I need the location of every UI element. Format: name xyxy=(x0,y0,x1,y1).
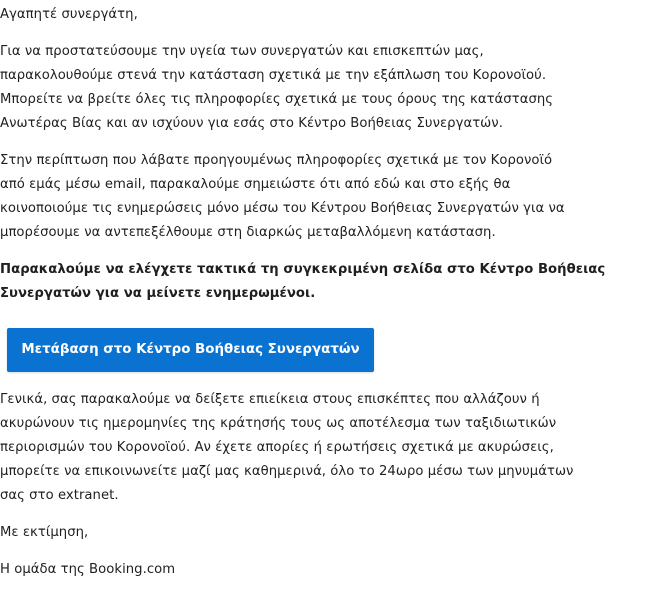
paragraph-line: από εμάς μέσω email, παρακαλούμε σημειώστε ότι από εδώ και στο εξής θα xyxy=(0,177,511,192)
paragraph-email-updates xyxy=(0,149,648,245)
paragraph-covid-info xyxy=(0,40,648,136)
paragraph-line: Για να προστατεύσουμε την υγεία των συνεργατών και επισκεπτών μας, xyxy=(0,44,484,59)
greeting: Αγαπητέ συνεργάτη, xyxy=(0,7,138,22)
paragraph-line: σας στο extranet. xyxy=(0,488,119,503)
paragraph-flexibility xyxy=(0,388,648,508)
cta-container xyxy=(7,328,648,372)
paragraph-line: Γενικά, σας παρακαλούμε να δείξετε επιείκεια στους επισκέπτες που αλλάζουν ή xyxy=(0,392,540,407)
paragraph-line: μπορέσουμε να αντεπεξέλθουμε στη διαρκώς μεταβαλλόμενη κατάσταση. xyxy=(0,225,496,240)
paragraph-line: μπορείτε να επικοινωνείτε μαζί μας καθημερινά, όλο το 24ωρο μέσω των μηνυμάτων xyxy=(0,464,574,479)
partner-help-center-button[interactable]: Μετάβαση στο Κέντρο Βοήθειας Συνεργατών xyxy=(7,328,374,372)
paragraph-line: Ανωτέρας Βίας και αν ισχύουν για εσάς στο Κέντρο Βοήθειας Συνεργατών. xyxy=(0,116,503,131)
signoff: Με εκτίμηση, xyxy=(0,525,89,540)
paragraph-line: Μπορείτε να βρείτε όλες τις πληροφορίες σχετικά με τους όρους της κατάστασης xyxy=(0,92,554,107)
paragraph-line: παρακολουθούμε στενά την κατάσταση σχετικά με την εξάπλωση του Κορονοϊού. xyxy=(0,68,547,83)
paragraph-line: Συνεργατών για να μείνετε ενημερωμένοι. xyxy=(0,286,316,301)
paragraph-line: ακυρώνουν τις ημερομηνίες της κράτησής τους ως αποτέλεσμα των ταξιδιωτικών xyxy=(0,416,557,431)
paragraph-line: περιορισμών του Κορονοϊού. Αν έχετε απορίες ή ερωτήσεις σχετικά με ακυρώσεις, xyxy=(0,440,554,455)
signature: Η ομάδα της Booking.com xyxy=(0,562,176,577)
paragraph-line: Παρακαλούμε να ελέγχετε τακτικά τη συγκεκριμένη σελίδα στο Κέντρο Βοήθειας xyxy=(0,262,606,277)
paragraph-line: Στην περίπτωση που λάβατε προηγουμένως πληροφορίες σχετικά με τον Κορονοϊό xyxy=(0,153,553,168)
paragraph-line: κοινοποιούμε τις ενημερώσεις μόνο μέσω του Κέντρου Βοήθειας Συνεργατών για να xyxy=(0,201,565,216)
paragraph-check-regularly xyxy=(0,258,648,306)
